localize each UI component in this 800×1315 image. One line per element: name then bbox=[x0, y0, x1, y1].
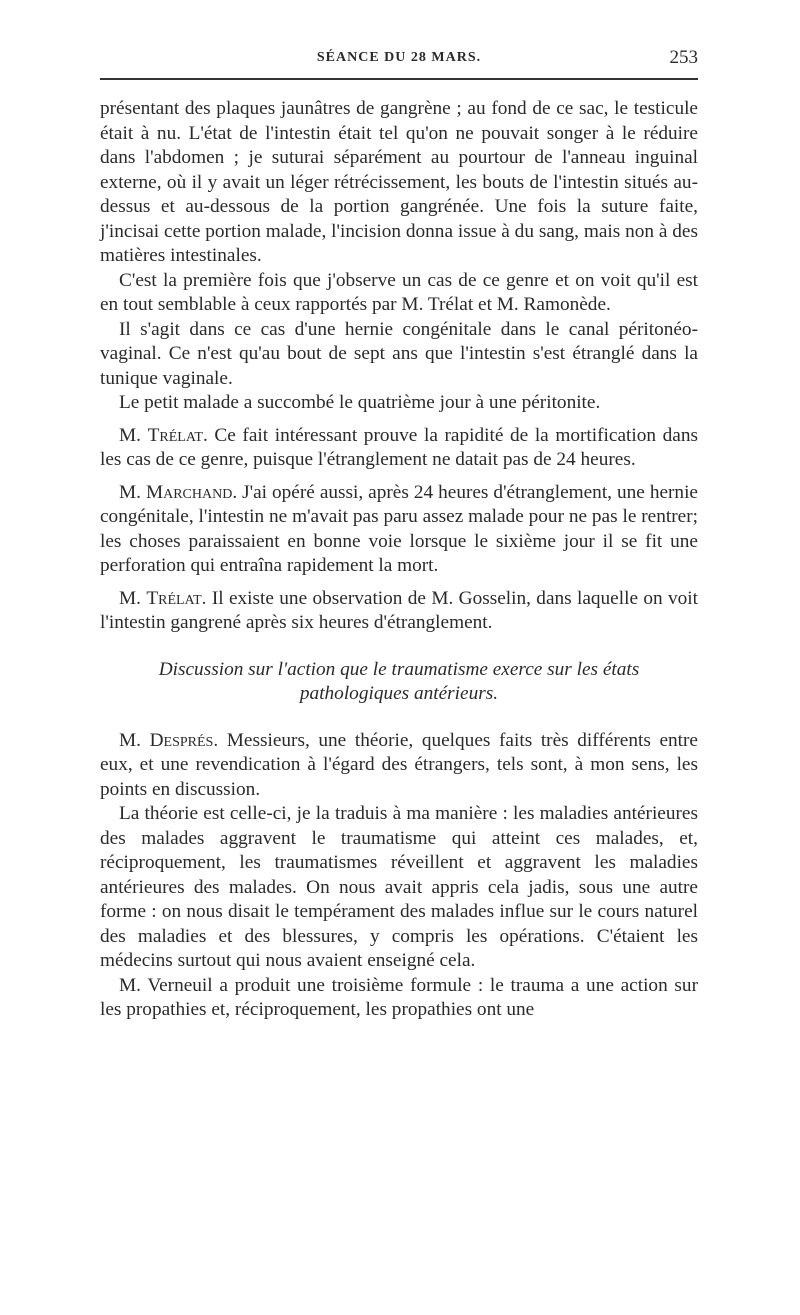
section-heading bbox=[100, 658, 698, 707]
paragraph: C'est la première fois que j'observe un cas de ce genre et on voit qu'il est en tout semblable à ceux rapportés par M. Trélat et M. Ramonède. bbox=[100, 269, 698, 315]
speaker-name: Després bbox=[149, 729, 214, 751]
speaker-prefix: M. bbox=[119, 587, 147, 609]
speaker-prefix: M. bbox=[119, 424, 148, 446]
section-heading-line: Discussion sur l'action que le traumatisme exerce sur les états bbox=[158, 658, 640, 680]
speaker-prefix: M. bbox=[119, 481, 146, 503]
header-rule bbox=[100, 78, 698, 80]
speech-text: . Il existe une observation de M. Gosselin, dans laquelle on voit l'intestin gangrené après six heures d'étranglement. bbox=[100, 587, 698, 633]
speaker-prefix: M. bbox=[119, 729, 150, 751]
section-heading-line: pathologiques antérieurs. bbox=[299, 683, 499, 704]
paragraph: Il s'agit dans ce cas d'une hernie congénitale dans le canal péritonéo-vaginal. Ce n'est qu'au bout de sept ans que l'intestin s'est étranglé dans la tunique vaginale. bbox=[100, 318, 698, 389]
running-head-title: SÉANCE DU 28 MARS. bbox=[316, 50, 482, 65]
speech-text: . Ce fait intéressant prouve la rapidité de la mortification dans les cas de ce genre, puisque l'étranglement ne datait pas de 24 heures. bbox=[100, 424, 698, 470]
paragraph: Le petit malade a succombé le quatrième jour à une péritonite. bbox=[119, 392, 601, 413]
speaker-paragraph bbox=[100, 481, 698, 579]
page-number: 253 bbox=[669, 47, 698, 68]
speech-text: . J'ai opéré aussi, après 24 heures d'étranglement, une hernie congénitale, l'intestin ne m'avait pas paru assez malade pour ne pas le rentrer; les choses paraissaient en bonne voie lorsque le sixième jour il se fit une perforation qui entraîna rapidement la mort. bbox=[100, 481, 698, 576]
paragraph-continued: présentant des plaques jaunâtres de gangrène ; au fond de ce sac, le testicule était à nu. L'état de l'intestin était tel qu'on ne pouvait songer à le réduire dans l'abdomen ; je suturai séparément au pourtour de l'anneau inguinal externe, où il y avait un léger rétrécissement, les bouts de l'intestin situés au-dessus et au-dessous de la portion gangrénée. Une fois la suture faite, j'incisai cette portion malade, l'incision donna issue à du sang, mais non à des matières intestinales. bbox=[100, 98, 698, 266]
speech-text: . Messieurs, une théorie, quelques faits très différents entre eux, et une revendication à l'égard des étrangers, tels sont, à mon sens, les points en discussion. bbox=[100, 729, 698, 800]
paragraph: M. Verneuil a produit une troisième formule : le trauma a une action sur les propathies et, réciproquement, les propathies ont une bbox=[100, 974, 698, 1020]
speaker-paragraph bbox=[100, 729, 698, 803]
speaker-paragraph bbox=[100, 587, 698, 636]
paragraph: La théorie est celle-ci, je la traduis à ma manière : les maladies antérieures des malades aggravent le traumatisme qui atteint ces malades, et, réciproquement, les traumatismes réveillent et aggravent les maladies antérieures des malades. On nous avait appris cela jadis, sous une autre forme : on nous disait le tempérament des malades influe sur le cours naturel des maladies et des blessures, y compris les opérations. C'étaient les médecins surtout qui nous avaient enseigné cela. bbox=[100, 803, 698, 971]
speaker-name: Trélat bbox=[147, 424, 203, 446]
speaker-paragraph bbox=[100, 424, 698, 473]
speaker-name: Marchand bbox=[145, 481, 233, 503]
running-head bbox=[100, 44, 698, 72]
speaker-name: Trélat bbox=[146, 587, 202, 609]
body-text bbox=[100, 97, 698, 1023]
